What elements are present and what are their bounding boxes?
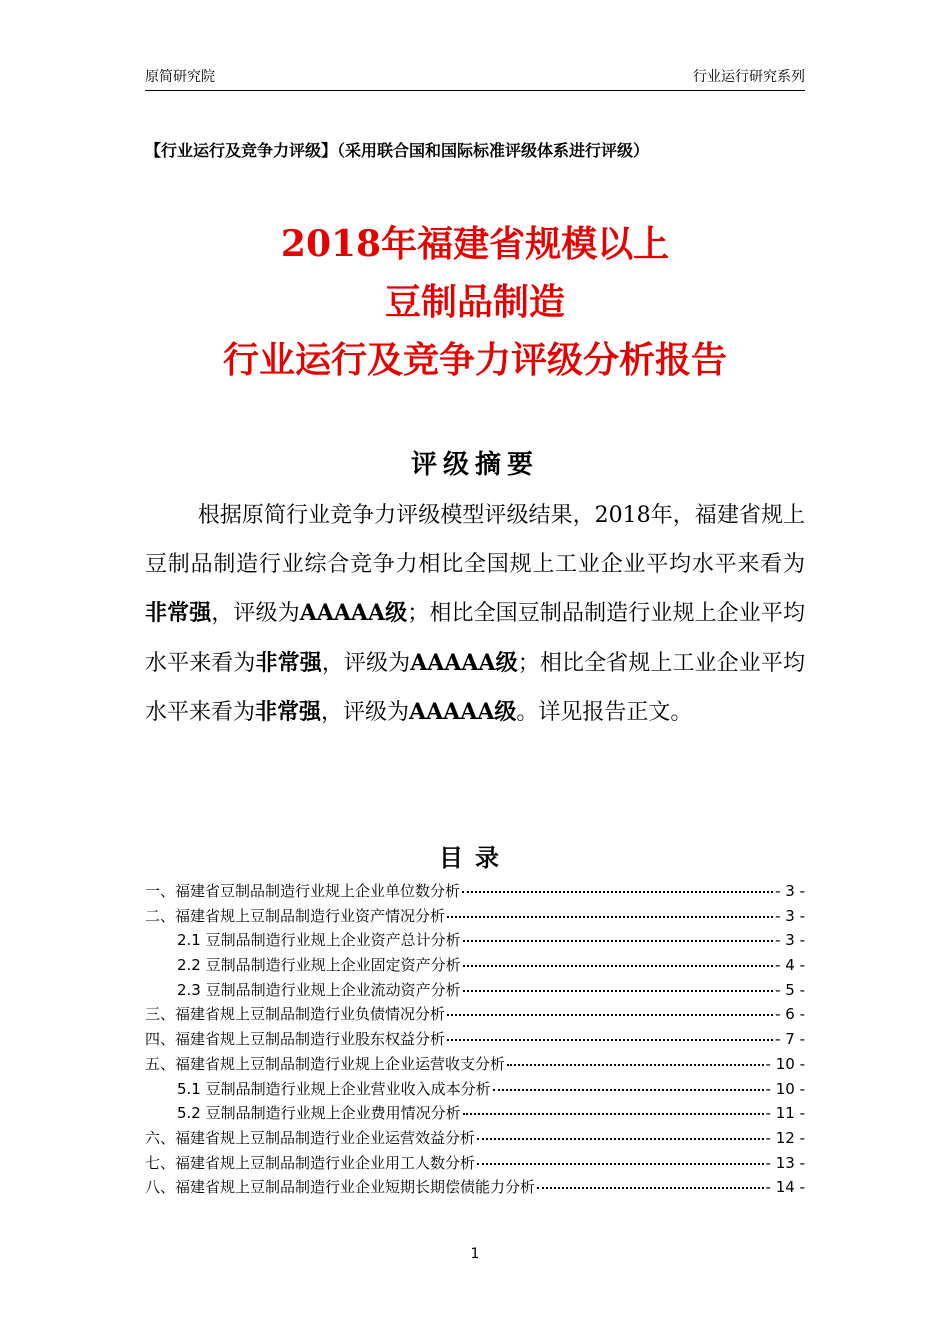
toc-leader-dots <box>463 990 773 992</box>
title-line-2: 豆制品制造 <box>384 281 565 323</box>
header-series: 行业运行研究系列 <box>693 69 805 85</box>
page-header <box>145 64 805 91</box>
summary-text: ，评级为 <box>211 601 300 626</box>
toc-entry-label: 三、福建省规上豆制品制造行业负债情况分析 <box>145 1005 446 1024</box>
toc-entry-page: - 14 - <box>765 1178 805 1197</box>
toc-leader-dots <box>493 1089 764 1091</box>
summary-text: ，评级为 <box>321 700 410 725</box>
summary-emphasis: 非常强 <box>255 699 322 725</box>
toc-entry-page: - 10 - <box>765 1079 805 1098</box>
summary-emphasis: AAAAA级 <box>299 600 408 626</box>
toc-entry-label: 5.1 豆制品制造行业规上企业营业收入成本分析 <box>177 1079 491 1098</box>
summary-text: ，评级为 <box>321 650 411 676</box>
table-of-contents <box>145 880 805 1201</box>
toc-heading: 目录 <box>439 844 511 872</box>
title-line-1: 2018年福建省规模以上 <box>280 223 670 265</box>
toc-entry[interactable] <box>145 1127 805 1152</box>
toc-entry[interactable] <box>145 929 805 954</box>
summary-emphasis: AAAAA级 <box>410 649 518 676</box>
title-line-3: 行业运行及竞争力评级分析报告 <box>222 339 727 381</box>
toc-entry-label: 二、福建省规上豆制品制造行业资产情况分析 <box>145 906 446 925</box>
header-publisher: 原简研究院 <box>145 69 215 85</box>
toc-entry-label: 5.2 豆制品制造行业规上企业费用情况分析 <box>177 1104 461 1123</box>
toc-leader-dots <box>477 1138 764 1140</box>
toc-entry[interactable] <box>145 1078 805 1103</box>
toc-entry[interactable] <box>145 1102 805 1127</box>
toc-entry[interactable] <box>145 979 805 1004</box>
toc-leader-dots <box>477 1163 764 1165</box>
toc-entry-page: - 3 - <box>775 906 805 925</box>
toc-entry-page: - 7 - <box>775 1030 805 1049</box>
toc-entry-page: - 4 - <box>775 956 805 975</box>
toc-entry-label: 四、福建省规上豆制品制造行业股东权益分析 <box>145 1030 446 1049</box>
toc-entry-label: 2.1 豆制品制造行业规上企业资产总计分析 <box>177 931 461 950</box>
toc-entry-label: 2.3 豆制品制造行业规上企业流动资产分析 <box>177 980 461 999</box>
toc-entry[interactable] <box>145 954 805 979</box>
toc-entry-label: 2.2 豆制品制造行业规上企业固定资产分析 <box>177 956 461 975</box>
toc-entry-page: - 3 - <box>775 882 805 900</box>
toc-entry[interactable] <box>145 1053 805 1078</box>
toc-entry[interactable] <box>145 1028 805 1053</box>
rating-label: 【行业运行及竞争力评级】（采用联合国和国际标准评级体系进行评级） <box>145 141 650 160</box>
toc-leader-dots <box>463 965 773 967</box>
summary-paragraph <box>145 492 805 738</box>
toc-entry-page: - 5 - <box>775 980 805 999</box>
toc-entry-label: 八、福建省规上豆制品制造行业企业短期长期偿债能力分析 <box>145 1178 536 1197</box>
summary-text: 根据原简行业竞争力评级模型评级结果，2018年，福建省规上豆制品制造行业综合竞争力相比全国规上工业企业平均水平来看为 <box>145 503 805 577</box>
toc-entry[interactable] <box>145 905 805 930</box>
toc-entry-label: 六、福建省规上豆制品制造行业企业运营效益分析 <box>145 1128 476 1147</box>
summary-emphasis: 非常强 <box>255 649 322 676</box>
toc-leader-dots <box>447 916 773 918</box>
toc-leader-dots <box>463 1113 764 1115</box>
toc-entry[interactable] <box>145 1003 805 1028</box>
summary-heading: 评级摘要 <box>410 450 539 480</box>
toc-entry-label: 五、福建省规上豆制品制造行业规上企业运营收支分析 <box>145 1054 506 1073</box>
toc-entry-label: 七、福建省规上豆制品制造行业企业用工人数分析 <box>145 1153 476 1172</box>
toc-leader-dots <box>462 891 773 893</box>
toc-entry[interactable] <box>145 1152 805 1177</box>
toc-entry-page: - 12 - <box>765 1128 805 1147</box>
toc-entry[interactable] <box>145 880 805 905</box>
toc-entry-page: - 6 - <box>775 1005 805 1024</box>
toc-entry-page: - 11 - <box>765 1104 805 1123</box>
toc-entry-page: - 13 - <box>765 1153 805 1172</box>
summary-text: 。详见报告正文。 <box>516 700 693 725</box>
page-number: 1 <box>470 1246 480 1262</box>
toc-leader-dots <box>507 1064 764 1066</box>
report-title <box>80 215 870 389</box>
summary-emphasis: AAAAA级 <box>409 699 517 725</box>
toc-leader-dots <box>447 1014 773 1016</box>
toc-entry[interactable] <box>145 1176 805 1201</box>
summary-emphasis: 非常强 <box>145 600 212 626</box>
summary-text: ；相比全省规上工业企业平均水平来看为 <box>145 650 805 725</box>
toc-entry-label: 一、福建省豆制品制造行业规上企业单位数分析 <box>145 882 461 900</box>
toc-leader-dots <box>537 1187 764 1189</box>
toc-entry-page: - 3 - <box>775 931 805 950</box>
summary-text: ；相比全国豆制品制造行业规上企业平均水平来看为 <box>145 601 805 676</box>
toc-leader-dots <box>463 940 773 942</box>
toc-leader-dots <box>447 1039 773 1041</box>
toc-entry-page: - 10 - <box>765 1054 805 1073</box>
